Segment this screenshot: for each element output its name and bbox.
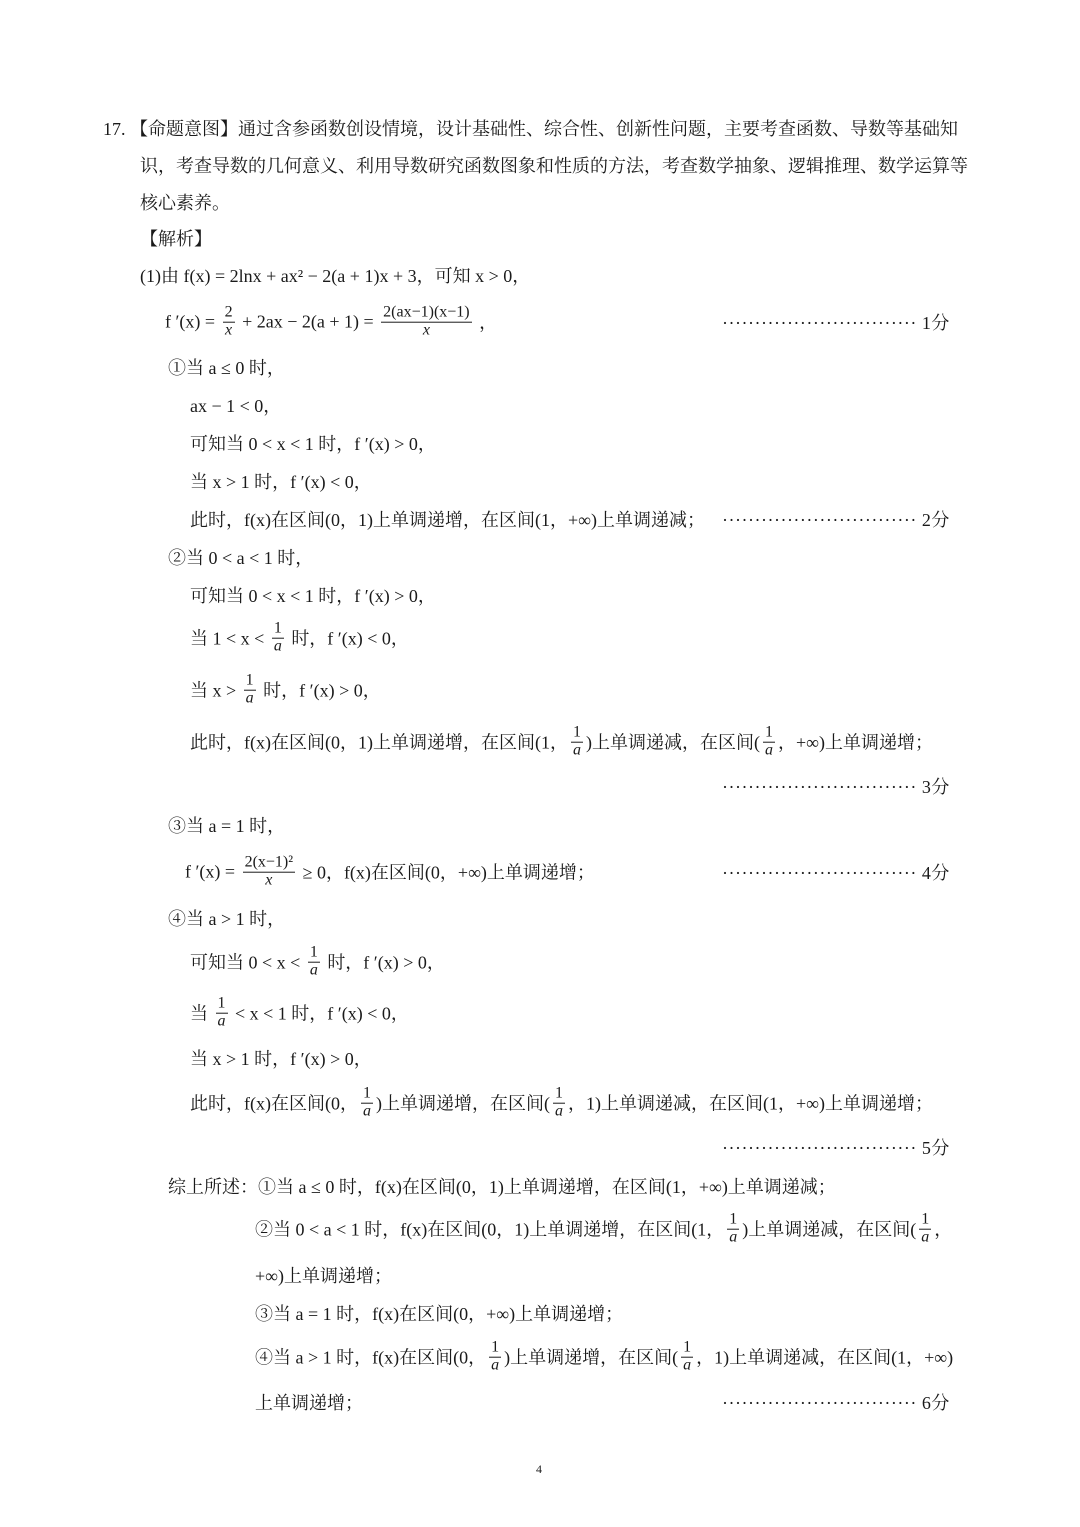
fraction [216,996,228,1031]
text-segment: )上单调递增，在区间( [375,1094,550,1114]
text-segment: 此时，f(x)在区间(0，1)上单调递增，在区间(1，+∞)上单调递减； [190,510,705,530]
fraction-denominator: a [273,637,282,655]
text-line [190,621,409,656]
text-segment: 此时，f(x)在区间(0，1)上单调递增，在区间(1， [190,733,568,753]
score-mark: ······························ 4分 [722,863,950,883]
fraction-denominator: a [491,1356,500,1374]
score-mark: ······························ 5分 [722,1138,950,1158]
text-line [190,673,381,708]
text-line [255,1262,392,1288]
text-segment: 上单调递增； [255,1393,363,1413]
text-segment: +∞)上单调递增； [255,1266,392,1286]
fraction [727,1212,739,1247]
text-line [190,392,281,418]
text-segment: ≥ 0，f(x)在区间(0，+∞)上单调递增； [298,863,595,883]
fraction-numerator: 1 [729,1210,738,1228]
text-segment: 识，考查导数的几何意义、利用导数研究函数图象和性质的方法，考查数学抽象、逻辑推理、数学运算等 [140,156,968,176]
fraction-denominator: x [225,321,233,339]
text-line [168,354,285,380]
text-line [255,1340,953,1375]
fraction [489,1340,501,1375]
text-segment: + 2ax − 2(a + 1) = [237,311,379,332]
text-line [140,152,968,178]
fraction [571,725,583,760]
fraction [243,855,295,890]
text-segment: 时，f ′(x) < 0， [286,629,409,649]
text-segment: 可知当 0 < x < 1 时，f ′(x) > 0， [190,586,436,606]
fraction-numerator: 1 [217,994,226,1012]
text-line [255,1389,363,1415]
fraction-numerator: 1 [362,1084,371,1102]
text-segment: f ′(x) = [185,861,240,882]
fraction-denominator: a [572,741,581,759]
text-segment: 当 [190,1004,213,1024]
fraction-numerator: 1 [273,619,282,637]
text-segment: ， [934,1220,953,1240]
text-line [190,430,436,456]
score-mark: ······························ 6分 [722,1393,950,1413]
text-segment: ②当 0 < a < 1 时， [168,548,314,568]
text-segment: )上单调递增，在区间( [504,1348,679,1368]
fraction-numerator: 1 [554,1084,563,1102]
fraction [272,621,284,656]
text-line [140,225,212,251]
fraction-numerator: 1 [683,1338,692,1356]
text-line [190,996,409,1031]
text-segment: ④当 a > 1 时，f(x)在区间(0， [255,1348,487,1368]
text-segment: ③当 a = 1 时， [168,816,286,836]
fraction [308,945,320,980]
fraction [361,1086,373,1121]
text-segment: f ′(x) = [165,311,220,332]
text-segment: 当 x > 1 时，f ′(x) < 0， [190,472,372,492]
text-segment: ④当 a > 1 时， [168,909,286,929]
text-segment: ，+∞)上单调递增； [777,733,933,753]
text-segment: 综上所述：①当 a ≤ 0 时，f(x)在区间(0，1)上单调递增，在区间(1，+∞)上单调递减； [168,1177,836,1197]
text-line [168,812,285,838]
text-line [190,506,705,532]
text-segment: 时，f ′(x) > 0， [258,681,381,701]
text-segment: 可知当 0 < x < [190,953,305,973]
text-line [165,305,497,340]
text-segment: ①当 a ≤ 0 时， [168,358,285,378]
fraction-numerator: 2(x−1)² [244,853,294,871]
fraction-denominator: a [245,689,254,707]
text-segment: )上单调递减，在区间( [585,733,760,753]
fraction-denominator: a [764,741,773,759]
fraction-numerator: 2 [224,303,233,321]
score-mark: ······························ 3分 [722,777,950,797]
text-segment: 核心素养。 [140,193,230,213]
fraction [763,725,775,760]
text-line [190,945,445,980]
score-mark: ······························ 1分 [722,313,950,333]
fraction [244,673,256,708]
fraction-denominator: a [554,1102,563,1120]
fraction [223,305,235,340]
fraction-numerator: 1 [572,723,581,741]
text-segment: ，1)上单调递减，在区间(1，+∞) [696,1348,954,1368]
score-mark: ······························ 2分 [722,510,950,530]
text-line [255,1212,952,1247]
text-line [190,1045,372,1071]
text-segment: 当 x > [190,681,241,701]
fraction-numerator: 2(ax−1)(x−1) [383,303,470,321]
fraction [553,1086,565,1121]
text-line [168,1173,836,1199]
fraction-denominator: a [362,1102,371,1120]
fraction [681,1340,693,1375]
fraction-denominator: a [683,1356,692,1374]
text-segment: 17. 【命题意图】通过含参函数创设情境，设计基础性、综合性、创新性问题，主要考查函数、导数等基础知 [103,119,958,139]
fraction-denominator: a [921,1228,930,1246]
text-line [168,544,313,570]
fraction-numerator: 1 [764,723,773,741]
fraction-numerator: 1 [491,1338,500,1356]
text-segment: (1)由 f(x) = 2lnx + ax² − 2(a + 1)x + 3，可知 x > 0， [140,266,531,286]
fraction-denominator: x [265,871,273,889]
text-line [190,1086,933,1121]
fraction-numerator: 1 [921,1210,930,1228]
text-segment: ③当 a = 1 时，f(x)在区间(0，+∞)上单调递增； [255,1304,624,1324]
text-segment: < x < 1 时，f ′(x) < 0， [230,1004,409,1024]
fraction-denominator: a [729,1228,738,1246]
fraction-denominator: a [309,961,318,979]
text-segment: 【解析】 [140,229,212,249]
text-segment: ax − 1 < 0， [190,396,282,416]
fraction-numerator: 1 [245,671,254,689]
text-line [140,189,230,215]
text-segment: 可知当 0 < x < 1 时，f ′(x) > 0， [190,434,436,454]
page-number: 4 [536,1462,542,1476]
fraction-denominator: a [217,1012,226,1030]
fraction [381,305,471,340]
text-line [190,468,372,494]
text-line [255,1300,623,1326]
text-segment: 当 x > 1 时，f ′(x) > 0， [190,1049,372,1069]
fraction-denominator: x [422,321,430,339]
text-segment: ， [474,313,498,333]
text-segment: ②当 0 < a < 1 时，f(x)在区间(0，1)上单调递增，在区间(1， [255,1220,725,1240]
text-line [168,905,285,931]
text-line [185,855,595,890]
fraction-numerator: 1 [309,943,318,961]
text-line [190,725,933,760]
fraction [919,1212,931,1247]
text-line [140,262,530,288]
text-segment: 当 1 < x < [190,629,269,649]
text-line [190,582,436,608]
text-line [103,115,958,141]
text-segment: ，1)上单调递减，在区间(1，+∞)上单调递增； [567,1094,933,1114]
text-segment: 时，f ′(x) > 0， [322,953,445,973]
text-segment: 此时，f(x)在区间(0， [190,1094,358,1114]
text-segment: )上单调递减，在区间( [742,1220,917,1240]
